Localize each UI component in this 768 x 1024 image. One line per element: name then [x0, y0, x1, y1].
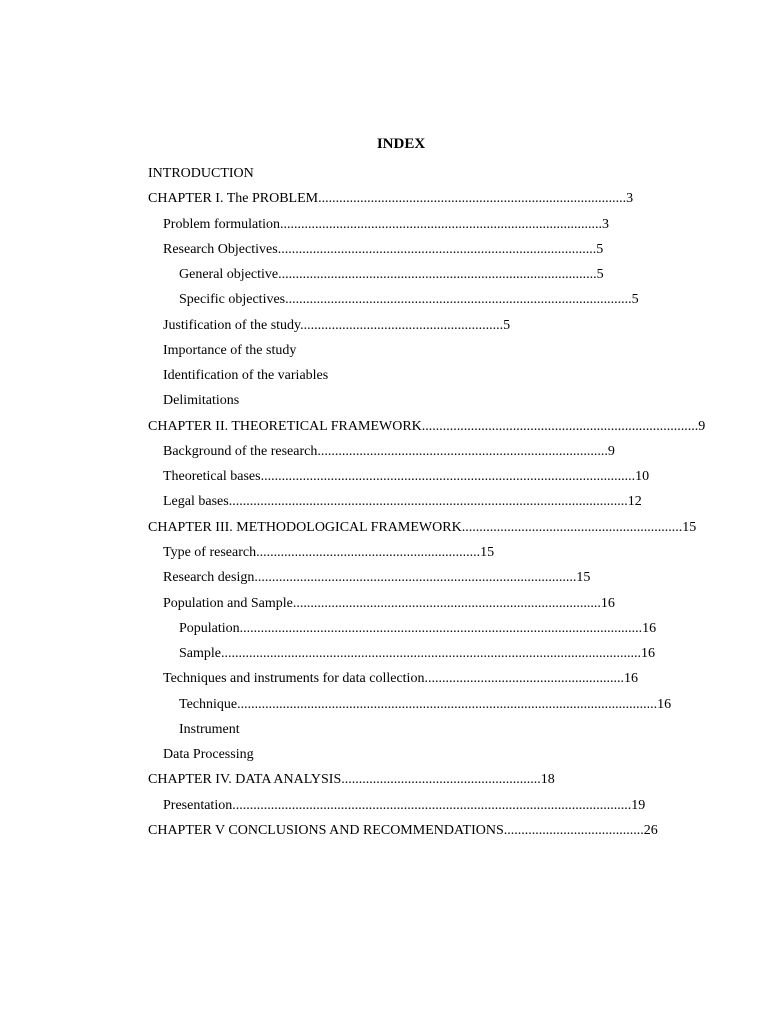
toc-leader-dots: ......................................................... [341, 772, 541, 788]
toc-leader-dots: ........................................................................................................... [260, 469, 636, 485]
toc-entry [0, 338, 768, 363]
toc-entry [0, 439, 768, 464]
toc-leader-dots: ............................................................... [461, 519, 683, 535]
toc-entry-title: Instrument [179, 721, 240, 737]
toc-entry [0, 161, 768, 186]
toc-page-number: 3 [626, 191, 634, 207]
toc-entry-title: Importance of the study [163, 342, 297, 358]
toc-entry [0, 388, 768, 413]
toc-page-number: 5 [631, 292, 639, 308]
toc-entry [0, 717, 768, 742]
toc-entry [0, 515, 768, 540]
toc-page-number: 15 [576, 570, 591, 586]
toc-entry-title: Problem formulation [163, 216, 281, 232]
toc-page-number: 18 [540, 772, 555, 788]
toc-entry-title: CHAPTER III. METHODOLOGICAL FRAMEWORK [148, 519, 462, 535]
toc-entry-title: General objective [179, 267, 279, 283]
toc-page-number: 16 [657, 696, 672, 712]
toc-entry [0, 666, 768, 691]
toc-entry-title: Data Processing [163, 747, 254, 763]
toc-entry [0, 641, 768, 666]
toc-entry-title: Research design [163, 570, 255, 586]
toc-entry [0, 287, 768, 312]
toc-entry-title: Background of the research [163, 443, 318, 459]
toc-entry [0, 742, 768, 767]
toc-entry-title: Presentation [163, 797, 233, 813]
toc-page-number: 19 [631, 797, 646, 813]
toc-page-number: 16 [623, 671, 638, 687]
toc-entry-title: CHAPTER II. THEORETICAL FRAMEWORK [148, 418, 422, 434]
toc-page-number: 12 [627, 494, 642, 510]
toc-entry [0, 616, 768, 641]
toc-page-number: 16 [641, 646, 655, 662]
toc-entry [0, 313, 768, 338]
table-of-contents [0, 161, 768, 843]
toc-leader-dots: ............................................................................................ [254, 570, 577, 586]
toc-entry-title: Population [179, 620, 240, 636]
toc-entry [0, 212, 768, 237]
toc-leader-dots: ........................................................................................................................ [237, 696, 658, 712]
toc-page-number: 16 [600, 595, 615, 611]
toc-page-number: 15 [480, 544, 495, 560]
toc-entry [0, 565, 768, 590]
toc-entry-title: Identification of the variables [163, 368, 329, 384]
toc-leader-dots: .................................................................................................................. [228, 494, 628, 510]
toc-page-number: 5 [596, 267, 604, 283]
toc-entry [0, 237, 768, 262]
toc-page-number: 16 [642, 620, 657, 636]
toc-leader-dots: ................................................................................... [317, 443, 608, 459]
toc-entry [0, 186, 768, 211]
toc-page-number: 5 [503, 317, 511, 333]
toc-leader-dots: .......................................................... [300, 317, 504, 333]
toc-entry-title: Sample [179, 646, 221, 662]
toc-entry [0, 793, 768, 818]
toc-entry-title: CHAPTER IV. DATA ANALYSIS [148, 772, 342, 788]
toc-leader-dots: ................................................................ [256, 544, 481, 560]
toc-entry-title: Technique [179, 696, 238, 712]
toc-page-number: 9 [607, 443, 615, 459]
toc-leader-dots: .................................................................................................................. [232, 797, 632, 813]
toc-entry [0, 818, 768, 843]
toc-leader-dots: ........................................ [503, 822, 644, 838]
index-title: INDEX [376, 136, 426, 152]
toc-page-number: 3 [602, 216, 610, 232]
toc-leader-dots: ............................................................................................ [280, 216, 603, 232]
toc-entry [0, 591, 768, 616]
toc-entry-title: Theoretical bases [163, 469, 261, 485]
toc-entry-title: Legal bases [163, 494, 229, 510]
toc-leader-dots: ........................................................................................ [318, 191, 627, 207]
toc-entry-title: Specific objectives [179, 292, 286, 308]
toc-entry [0, 363, 768, 388]
toc-page-number: 5 [596, 241, 604, 257]
toc-entry-title: CHAPTER I. The PROBLEM [148, 191, 319, 207]
toc-entry [0, 464, 768, 489]
toc-entry [0, 540, 768, 565]
toc-entry-title: Type of research [163, 544, 257, 560]
toc-leader-dots: ........................................................................................... [278, 267, 597, 283]
toc-entry [0, 262, 768, 287]
toc-entry-title: INTRODUCTION [148, 166, 254, 181]
toc-leader-dots: ........................................................................................................................ [221, 646, 641, 662]
toc-leader-dots: ........................................................................................... [277, 241, 597, 257]
toc-leader-dots: ........................................................................................ [292, 595, 601, 611]
toc-entry-title: Justification of the study [163, 317, 301, 333]
toc-leader-dots: ................................................................................................... [285, 292, 632, 308]
toc-entry [0, 489, 768, 514]
toc-entry-title: Population and Sample [163, 595, 293, 611]
toc-leader-dots: ......................................................... [424, 671, 624, 687]
toc-page-number: 26 [643, 822, 658, 838]
toc-entry-title: CHAPTER V CONCLUSIONS AND RECOMMENDATIONS [148, 822, 504, 838]
toc-entry-title: Techniques and instruments for data collection [163, 671, 425, 687]
toc-entry-title: Delimitations [163, 393, 240, 409]
toc-entry [0, 414, 768, 439]
toc-entry [0, 767, 768, 792]
toc-page-number: 9 [698, 418, 706, 434]
toc-page-number: 10 [635, 469, 650, 485]
toc-leader-dots: ............................................................................... [421, 418, 699, 434]
toc-leader-dots: ................................................................................................................... [239, 620, 643, 636]
toc-entry-title: Research Objectives [163, 241, 278, 257]
toc-page-number: 15 [682, 519, 697, 535]
toc-entry [0, 692, 768, 717]
